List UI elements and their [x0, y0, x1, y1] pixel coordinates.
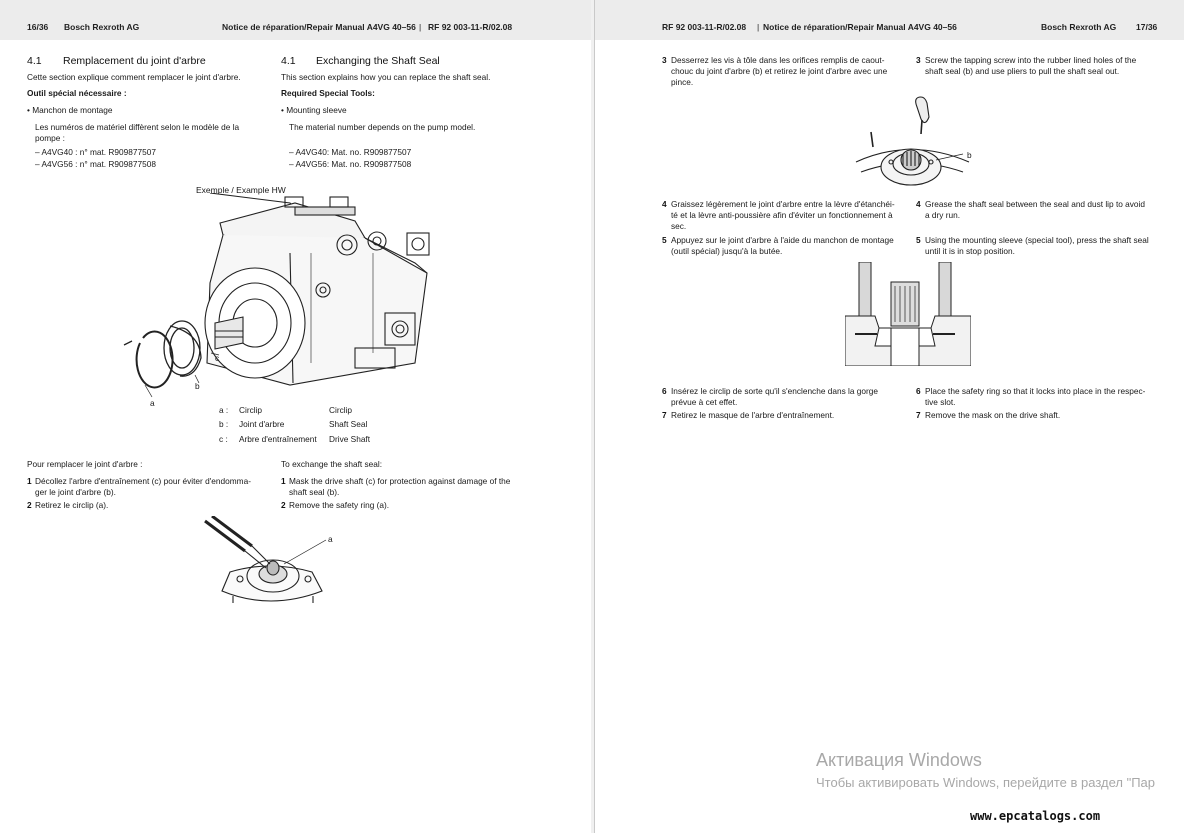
step-text-en: a dry run. — [925, 210, 961, 220]
legend-fr: Arbre d'entraînement — [239, 434, 317, 444]
tool-item-fr: • Manchon de montage — [27, 105, 113, 115]
page-header — [0, 0, 591, 40]
step-text-fr: sec. — [671, 221, 687, 231]
note-fr-line2: pompe : — [35, 133, 65, 143]
section-number: 4.1 — [281, 55, 296, 67]
step-number: 2 — [27, 500, 32, 510]
figure-label-a: a — [328, 534, 333, 544]
company-name: Bosch Rexroth AG — [64, 22, 140, 32]
steps-intro-fr: Pour remplacer le joint d'arbre : — [27, 459, 143, 469]
step-number: 1 — [281, 476, 286, 486]
step-text-fr: Retirez le circlip (a). — [35, 500, 109, 510]
step-number: 6 — [916, 386, 921, 396]
step-text-en: Mask the drive shaft (c) for protection against damage of the — [289, 476, 511, 486]
legend-fr: Joint d'arbre — [239, 419, 285, 429]
step-number: 7 — [916, 410, 921, 420]
windows-activation-title: Активация Windows — [816, 750, 982, 770]
mounting-sleeve-drawing — [845, 262, 971, 366]
tool-item-en: • Mounting sleeve — [281, 105, 347, 115]
legend-key: b : — [219, 419, 229, 429]
step-text-en: shaft seal (b). — [289, 487, 340, 497]
section-heading-fr: Remplacement du joint d'arbre — [63, 55, 206, 67]
tools-heading-en: Required Special Tools: — [281, 88, 375, 98]
page-header — [595, 0, 1184, 40]
step-text-en: Screw the tapping screw into the rubber lined holes of the — [925, 55, 1137, 65]
step-number: 2 — [281, 500, 286, 510]
note-fr-line1: Les numéros de matériel diffèrent selon le modèle de la — [35, 122, 240, 132]
step-text-en: shaft seal (b) and use pliers to pull the shaft seal out. — [925, 66, 1120, 76]
page-number: 17/36 — [1136, 22, 1158, 32]
step-text-en: Grease the shaft seal between the seal and dust lip to avoid — [925, 199, 1146, 209]
company-name: Bosch Rexroth AG — [1041, 22, 1117, 32]
figure-caption: Exemple / Example HW — [196, 185, 286, 195]
site-watermark: www.epcatalogs.com — [970, 809, 1101, 823]
step-number: 7 — [662, 410, 667, 420]
pump-drawing — [115, 193, 445, 408]
figure-label-b: b — [967, 150, 972, 160]
step-text-fr: prévue à cet effet. — [671, 397, 738, 407]
step-text-fr: Décollez l'arbre d'entraînement (c) pour éviter d'endomma- — [35, 476, 251, 486]
intro-fr: Cette section explique comment remplacer le joint d'arbre. — [27, 72, 241, 82]
step-text-en: Remove the mask on the drive shaft. — [925, 410, 1061, 420]
figure-label-c: c — [215, 353, 220, 363]
step-text-en: tive slot. — [925, 397, 956, 407]
legend-en: Shaft Seal — [329, 419, 368, 429]
legend-en: Drive Shaft — [329, 434, 371, 444]
legend-en: Circlip — [329, 405, 353, 415]
legend-key: a : — [219, 405, 229, 415]
windows-activation-message: Чтобы активировать Windows, перейдите в раздел "Пар — [816, 775, 1156, 790]
step-number: 3 — [662, 55, 667, 65]
seal-extraction-drawing — [851, 92, 971, 192]
step-number: 4 — [662, 199, 667, 209]
step-text-fr: (outil spécial) jusqu'à la butée. — [671, 246, 783, 256]
document-number: RF 92 003-11-R/02.08 — [662, 22, 747, 32]
legend-key: c : — [219, 434, 228, 444]
right-manual-page — [594, 0, 1184, 833]
step-text-fr: Retirez le masque de l'arbre d'entraînement. — [671, 410, 835, 420]
step-text-en: Using the mounting sleeve (special tool), press the shaft seal — [925, 235, 1149, 245]
manual-title: Notice de réparation/Repair Manual A4VG 40–56 — [222, 22, 416, 32]
header-separator: | — [419, 22, 422, 32]
step-text-fr: pince. — [671, 77, 694, 87]
header-separator: | — [757, 22, 760, 32]
step-text-fr: Appuyez sur le joint d'arbre à l'aide du manchon de montage — [671, 235, 894, 245]
step-number: 5 — [916, 235, 921, 245]
figure-label-b: b — [195, 381, 200, 391]
step-number: 6 — [662, 386, 667, 396]
circlip-removal-drawing — [200, 516, 340, 604]
intro-en: This section explains how you can replace the shaft seal. — [281, 72, 491, 82]
step-text-fr: Insérez le circlip de sorte qu'il s'enclenche dans la gorge — [671, 386, 879, 396]
material-fr-2: – A4VG56 : n° mat. R909877508 — [35, 159, 156, 169]
tools-heading-fr: Outil spécial nécessaire : — [27, 88, 127, 98]
step-number: 3 — [916, 55, 921, 65]
section-number: 4.1 — [27, 55, 42, 67]
step-number: 5 — [662, 235, 667, 245]
material-en-1: – A4VG40: Mat. no. R909877507 — [289, 147, 412, 157]
step-text-fr: Graissez légèrement le joint d'arbre entre la lèvre d'étanchéi- — [671, 199, 895, 209]
step-text-fr: té et la lèvre anti-poussière afin d'éviter un fonctionnement à — [671, 210, 893, 220]
steps-intro-en: To exchange the shaft seal: — [281, 459, 383, 469]
step-number: 4 — [916, 199, 921, 209]
document-number: RF 92 003-11-R/02.08 — [428, 22, 513, 32]
figure-label-a: a — [150, 398, 155, 408]
material-fr-1: – A4VG40 : n° mat. R909877507 — [35, 147, 156, 157]
left-manual-page — [0, 0, 591, 833]
note-en: The material number depends on the pump model. — [289, 122, 476, 132]
step-text-fr: chouc du joint d'arbre (b) et retirez le joint d'arbre avec une — [671, 66, 888, 76]
step-text-en: until it is in stop position. — [925, 246, 1015, 256]
page-number: 16/36 — [27, 22, 49, 32]
section-heading-en: Exchanging the Shaft Seal — [316, 55, 440, 67]
legend-fr: Circlip — [239, 405, 263, 415]
manual-title: Notice de réparation/Repair Manual A4VG 40–56 — [763, 22, 957, 32]
step-text-fr: Desserrez les vis à tôle dans les orifices remplis de caout- — [671, 55, 885, 65]
material-en-2: – A4VG56: Mat. no. R909877508 — [289, 159, 412, 169]
step-text-en: Place the safety ring so that it locks into place in the respec- — [925, 386, 1146, 396]
step-text-fr: ger le joint d'arbre (b). — [35, 487, 116, 497]
step-text-en: Remove the safety ring (a). — [289, 500, 390, 510]
step-number: 1 — [27, 476, 32, 486]
